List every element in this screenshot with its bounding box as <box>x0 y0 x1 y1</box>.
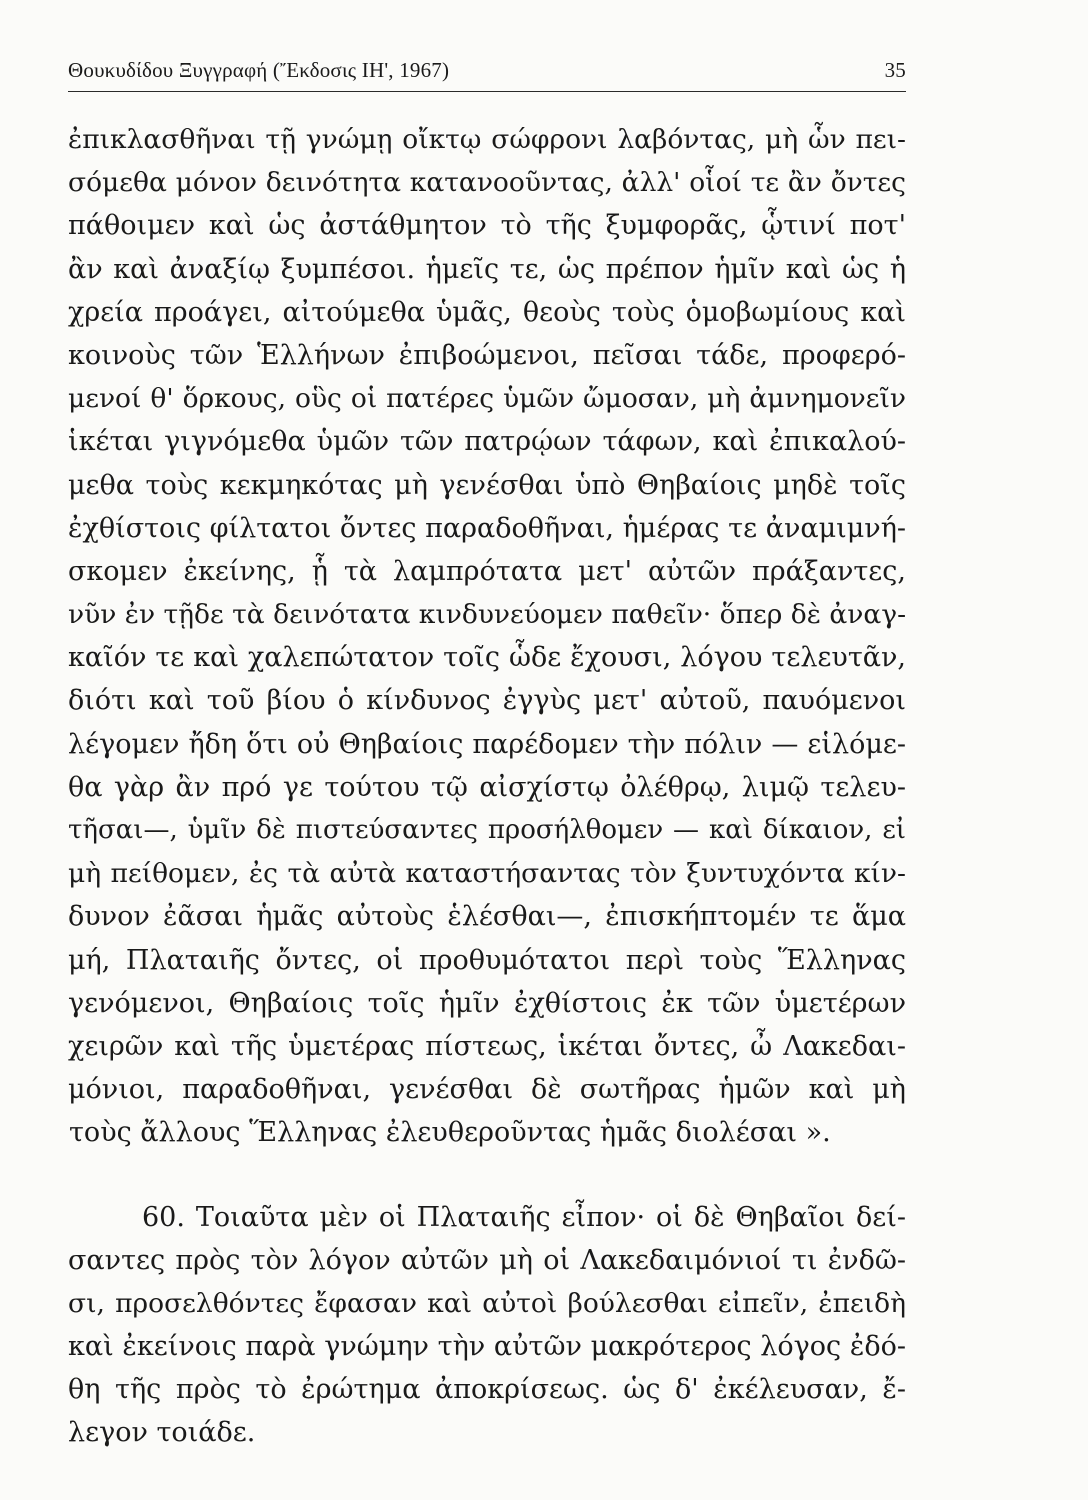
paragraph-1 <box>68 118 906 1155</box>
running-head <box>68 58 906 88</box>
text-line: γενόμενοι, Θηβαίοις τοῖς ἡμῖν ἐχθίστοις ἐκ τῶν ὑμετέρων <box>68 987 906 1019</box>
paragraph-2 <box>68 1196 906 1455</box>
text-line: σι, προσελθόντες ἔφασαν καὶ αὐτοὶ βούλεσθαι εἰπεῖν, ἐπειδὴ <box>68 1287 906 1319</box>
text-line: ἱκέται γιγνόμεθα ὑμῶν τῶν πατρῴων τάφων, καὶ ἐπικαλού- <box>68 426 906 458</box>
text-line: χρεία προάγει, αἰτούμεθα ὑμᾶς, θεοὺς τοὺς ὁμοβωμίους καὶ <box>68 296 906 328</box>
text-line: ἐπικλασθῆναι τῇ γνώμῃ οἴκτῳ σώφρονι λαβόντας, μὴ ὧν πει- <box>68 124 906 155</box>
text-line: τοὺς ἄλλους Ἕλληνας ἐλευθεροῦντας ἡμᾶς διολέσαι ». <box>69 1117 831 1149</box>
text-line: νῦν ἐν τῇδε τὰ δεινότατα κινδυνεύομεν παθεῖν· ὅπερ δὲ ἀναγ- <box>68 599 906 631</box>
text-line: τῆσαι—, ὑμῖν δὲ πιστεύσαντες προσήλθομεν — καὶ δίκαιον, εἰ <box>68 815 906 845</box>
text-line: μεθα τοὺς κεκμηκότας μὴ γενέσθαι ὑπὸ Θηβαίοις μηδὲ τοῖς <box>68 469 906 501</box>
page-number: 35 <box>884 58 906 82</box>
text-line: σκομεν ἐκείνης, ᾗ τὰ λαμπρότατα μετ' αὐτῶν πράξαντες, <box>68 555 906 587</box>
text-line: μὴ πείθομεν, ἐς τὰ αὐτὰ καταστήσαντας τὸν ξυντυχόντα κίν- <box>68 858 906 890</box>
text-line: 60. Τοιαῦτα μὲν οἱ Πλαταιῆς εἶπον· οἱ δὲ Θηβαῖοι δεί- <box>142 1201 906 1233</box>
text-line: μή, Πλαταιῆς ὄντες, οἱ προθυμότατοι περὶ τοὺς Ἕλληνας <box>68 944 906 976</box>
body-text <box>68 118 906 1455</box>
text-line: διότι καὶ τοῦ βίου ὁ κίνδυνος ἐγγὺς μετ' αὐτοῦ, παυόμενοι <box>68 685 906 717</box>
text-line: χειρῶν καὶ τῆς ὑμετέρας πίστεως, ἱκέται ὄντες, ὦ Λακεδαι- <box>68 1030 906 1062</box>
text-line: καὶ ἐκείνοις παρὰ γνώμην τὴν αὐτῶν μακρότερος λόγος ἐδό- <box>68 1331 906 1363</box>
text-line: σόμεθα μόνον δεινότητα κατανοοῦντας, ἀλλ' οἷοί τε ἂν ὄντες <box>68 167 906 199</box>
text-line: θα γὰρ ἂν πρό γε τούτου τῷ αἰσχίστῳ ὀλέθρῳ, λιμῷ τελευ- <box>68 771 906 803</box>
text-line: μενοί θ' ὅρκους, οὓς οἱ πατέρες ὑμῶν ὤμοσαν, μὴ ἀμνημονεῖν <box>68 383 906 415</box>
text-line: ἂν καὶ ἀναξίῳ ξυμπέσοι. ἡμεῖς τε, ὡς πρέπον ἡμῖν καὶ ὡς ἡ <box>68 253 906 285</box>
paragraph-gap <box>68 1155 906 1196</box>
text-line: ἐχθίστοις φίλτατοι ὄντες παραδοθῆναι, ἡμέρας τε ἀναμιμνή- <box>68 512 906 544</box>
text-line: καῖόν τε καὶ χαλεπώτατον τοῖς ὧδε ἔχουσι, λόγου τελευτᾶν, <box>68 642 906 674</box>
text-line: κοινοὺς τῶν Ἑλλήνων ἐπιβοώμενοι, πεῖσαι τάδε, προφερό- <box>68 339 906 371</box>
text-line: λεγον τοιάδε. <box>68 1417 256 1449</box>
text-line: δυνον ἐᾶσαι ἡμᾶς αὐτοὺς ἑλέσθαι—, ἐπισκήπτομέν τε ἅμα <box>68 901 906 933</box>
running-head-title: Θουκυδίδου Ξυγγραφή (Ἔκδοσις ΙΗ', 1967) <box>68 58 450 82</box>
text-line: λέγομεν ἤδη ὅτι οὐ Θηβαίοις παρέδομεν τὴν πόλιν — εἱλόμε- <box>68 728 906 760</box>
text-line: σαντες πρὸς τὸν λόγον αὐτῶν μὴ οἱ Λακεδαιμόνιοί τι ἐνδῶ- <box>68 1244 906 1276</box>
text-line: μόνιοι, παραδοθῆναι, γενέσθαι δὲ σωτῆρας ἡμῶν καὶ μὴ <box>68 1074 906 1106</box>
text-line: πάθοιμεν καὶ ὡς ἀστάθμητον τὸ τῆς ξυμφορᾶς, ᾧτινί ποτ' <box>68 210 906 242</box>
header-rule <box>68 91 906 92</box>
text-line: θη τῆς πρὸς τὸ ἐρώτημα ἀποκρίσεως. ὡς δ' ἐκέλευσαν, ἔ- <box>68 1374 906 1406</box>
